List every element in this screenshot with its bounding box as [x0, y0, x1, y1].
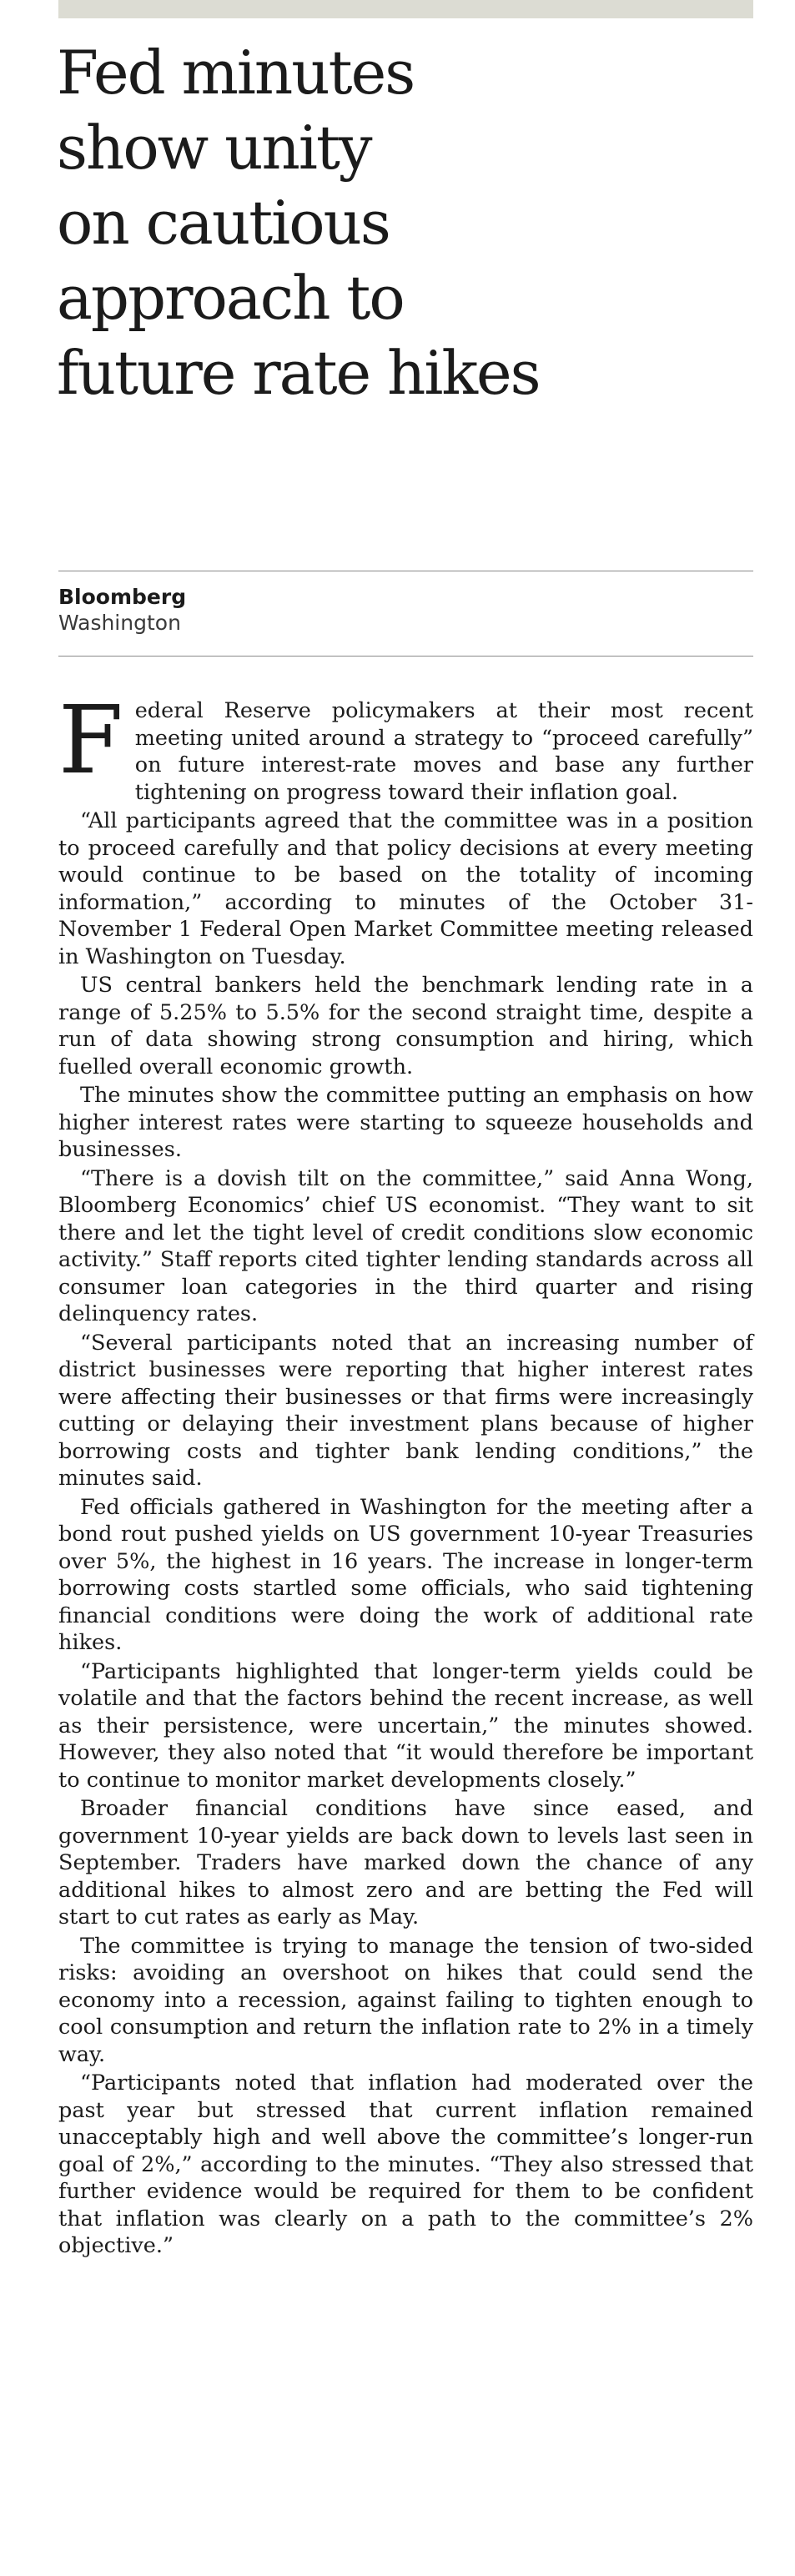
article-paragraph: “There is a dovish tilt on the committee,” said Anna Wong, Bloomberg Economics’ chief US economist. “They want to sit there and let the tight level of credit conditions slow economic activity.” Staff reports cited tighter lending standards across all consumer loan categories in the third quarter and rising delinquency rates. [58, 1165, 753, 1326]
headline-line: show unity [57, 113, 371, 183]
byline [58, 584, 753, 636]
article-paragraph [58, 687, 753, 806]
drop-cap: F [58, 687, 123, 795]
article-paragraph: The minutes show the committee putting an emphasis on how higher interest rates were starting to squeeze households and businesses. [58, 1083, 753, 1162]
article-paragraph: US central bankers held the benchmark lending rate in a range of 5.25% to 5.5% for the second straight time, despite a run of data showing strong consumption and hiring, which fuelled overall economic growth. [58, 973, 753, 1079]
headline-line: approach to [57, 263, 404, 333]
byline-dateline: Washington [58, 611, 181, 635]
article-paragraph: “Participants noted that inflation had moderated over the past year but stressed that current inflation remained unacceptably high and well above the committee’s longer-run goal of 2%,” according to the minutes. “They also stressed that further evidence would be required for them to be confident that inflation was clearly on a path to the committee’s 2% objective.” [58, 2070, 753, 2258]
article-paragraph-text: ederal Reserve policymakers at their most recent meeting united around a strategy to “proceed carefully” on future interest-rate moves and base any further tightening on progress toward their inflation goal. [134, 698, 753, 805]
headline-line: Fed minutes [57, 38, 415, 108]
article-paragraph: “Participants highlighted that longer-term yields could be volatile and that the factors behind the recent increase, as well as their persistence, were uncertain,” the minutes showed. However, they also noted that “it would therefore be important to continue to monitor market developments closely.” [58, 1658, 753, 1793]
byline-source: Bloomberg [58, 585, 187, 609]
headline [57, 35, 757, 410]
headline-line: future rate hikes [57, 338, 540, 408]
top-divider-bar [58, 0, 753, 18]
article-paragraph: “Several participants noted that an increasing number of district businesses were reporting that higher interest rates were affecting their businesses or that firms were increasingly cutting or delaying their investment plans because of higher borrowing costs and tighter bank lending conditions,” the minutes said. [58, 1330, 753, 1491]
article-paragraph: Broader financial conditions have since eased, and government 10-year yields are back down to levels last seen in September. Traders have marked down the chance of any additional hikes to almost zero and are betting the Fed will start to cut rates as early as May. [58, 1796, 753, 1929]
article-paragraph: Fed officials gathered in Washington for the meeting after a bond rout pushed yields on US government 10-year Treasuries over 5%, the highest in 16 years. The increase in longer-term borrowing costs startled some officials, who said tightening financial conditions were doing the work of additional rate hikes. [58, 1494, 753, 1655]
byline-bottom-divider [58, 656, 753, 657]
article-body [58, 687, 753, 2262]
article-paragraph: The committee is trying to manage the tension of two-sided risks: avoiding an overshoot on hikes that could send the economy into a recession, against failing to tighten enough to cool consumption and return the inflation rate to 2% in a timely way. [58, 1933, 753, 2067]
headline-line: on cautious [57, 188, 390, 258]
article-paragraph: “All participants agreed that the committee was in a position to proceed carefully and that policy decisions at every meeting would continue to be based on the totality of incoming information,” according to minutes of the October 31-November 1 Federal Open Market Committee meeting released in Washington on Tuesday. [58, 808, 753, 969]
